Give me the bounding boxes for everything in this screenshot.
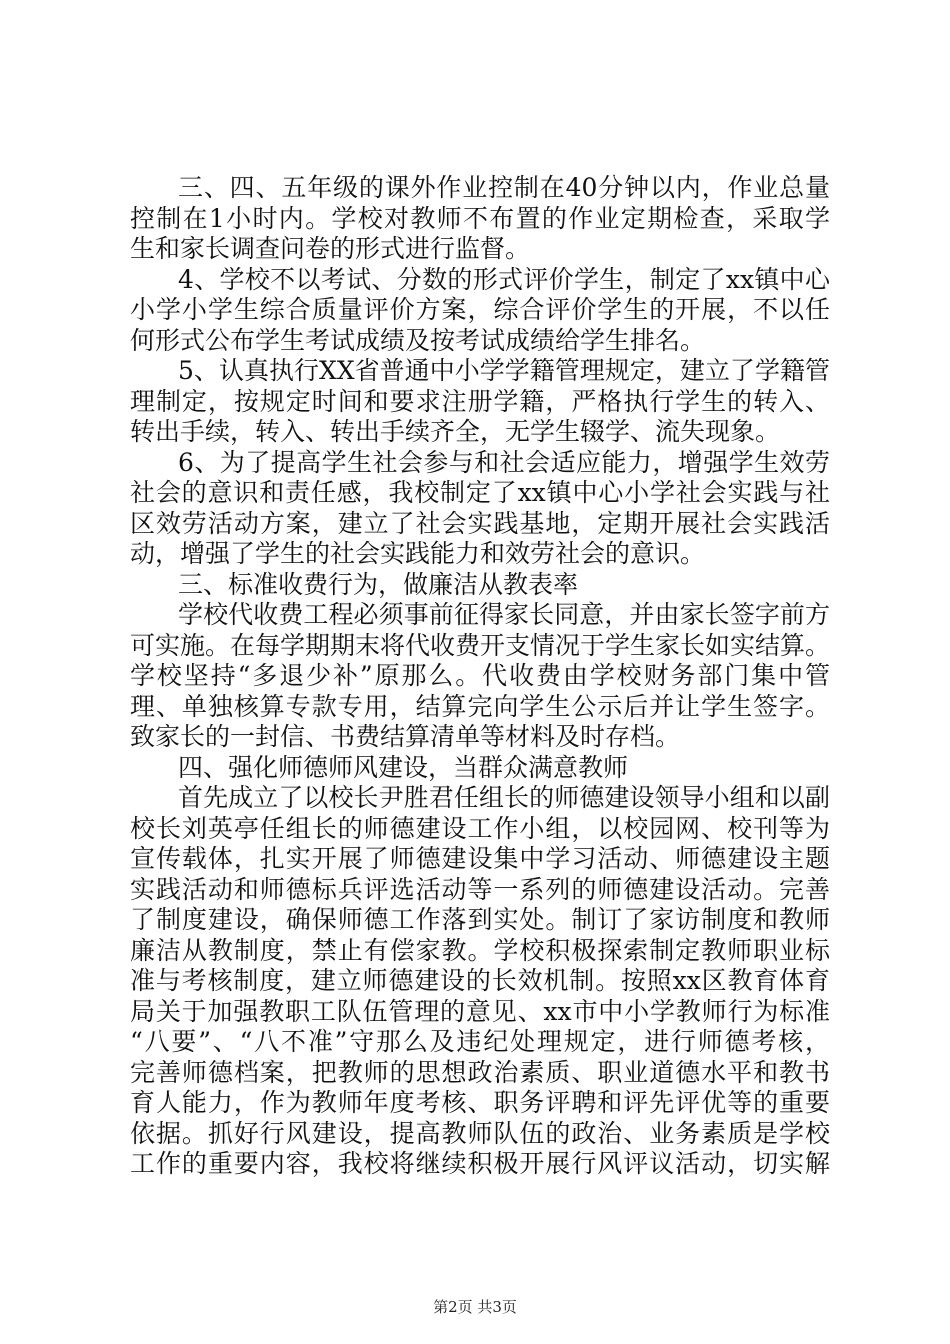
text-line: 控制在1小时内。学校对教师不布置的作业定期检查，采取学: [130, 203, 830, 233]
text-line: 三、标准收费行为，做廉洁从教表率: [178, 569, 579, 599]
text-line: 校长刘英亭任组长的师德建设工作小组，以校园网、校刊等为: [130, 813, 830, 843]
paragraph: [130, 753, 830, 784]
text-line: 依据。抓好行风建设，提高教师队伍的政治、业务素质是学校: [130, 1118, 830, 1148]
text-line: 育人能力，作为教师年度考核、职务评聘和评先评优等的重要: [130, 1088, 830, 1117]
text-line: 6、为了提高学生社会参与和社会适应能力，增强学生效劳: [178, 447, 830, 477]
text-line: 区效劳活动方案，建立了社会实践基地，定期开展社会实践活: [130, 508, 830, 538]
paragraph: [130, 173, 830, 265]
text-line: 致家长的一封信、书费结算清单等材料及时存档。: [130, 722, 681, 751]
text-line: 局关于加强教职工队伍管理的意见、xx市中小学教师行为标准: [130, 996, 830, 1026]
text-line: 小学小学生综合质量评价方案，综合评价学生的开展，不以任: [130, 295, 830, 324]
paragraph: [130, 600, 830, 753]
text-line: 首先成立了以校长尹胜君任组长的师德建设领导小组和以副: [178, 783, 830, 812]
text-line: 宣传载体，扎实开展了师德建设集中学习活动、师德建设主题: [130, 844, 830, 873]
document-body: [130, 173, 830, 1180]
text-line: “八要”、“八不准”守那么及违纪处理规定，进行师德考核，: [130, 1027, 830, 1056]
paragraph: [130, 783, 830, 1180]
paragraph: [130, 265, 830, 357]
text-line: 5、认真执行XX省普通中小学学籍管理规定，建立了学籍管: [178, 356, 830, 385]
text-line: 准与考核制度，建立师德建设的长效机制。按照xx区教育体育: [130, 966, 830, 995]
text-line: 工作的重要内容，我校将继续积极开展行风评议活动，切实解: [130, 1149, 830, 1178]
text-line: 4、学校不以考试、分数的形式评价学生，制定了xx镇中心: [178, 264, 830, 294]
page-footer: 第2页 共3页: [433, 1298, 517, 1316]
text-line: 理制定，按规定时间和要求注册学籍，严格执行学生的转入、: [130, 386, 830, 416]
text-line: 何形式公布学生考试成绩及按考试成绩给学生排名。: [130, 325, 706, 355]
text-line: 实践活动和师德标兵评选活动等一系列的师德建设活动。完善: [130, 874, 830, 904]
text-line: 理、单独核算专款专用，结算完向学生公示后并让学生签字。: [130, 691, 830, 721]
text-line: 动，增强了学生的社会实践能力和效劳社会的意识。: [130, 539, 706, 568]
text-line: 四、强化师德师风建设，当群众满意教师: [178, 752, 629, 782]
text-line: 生和家长调查问卷的形式进行监督。: [130, 234, 531, 263]
text-line: 三、四、五年级的课外作业控制在40分钟以内，作业总量: [178, 173, 830, 202]
paragraph: [130, 448, 830, 570]
text-line: 转出手续，转入、转出手续齐全，无学生辍学、流失现象。: [130, 417, 781, 446]
text-line: 了制度建设，确保师德工作落到实处。制订了家访制度和教师: [130, 905, 830, 934]
paragraph: [130, 356, 830, 448]
text-line: 可实施。在每学期期末将代收费开支情况于学生家长如实结算。: [130, 630, 831, 660]
paragraph: [130, 570, 830, 601]
text-line: 学校代收费工程必须事前征得家长同意，并由家长签字前方: [178, 600, 830, 629]
text-line: 学校坚持“多退少补”原那么。代收费由学校财务部门集中管: [130, 661, 830, 690]
text-line: 廉洁从教制度，禁止有偿家教。学校积极探索制定教师职业标: [130, 935, 830, 965]
text-line: 完善师德档案，把教师的思想政治素质、职业道德水平和教书: [130, 1057, 830, 1087]
text-line: 社会的意识和责任感，我校制定了xx镇中心小学社会实践与社: [130, 478, 830, 507]
